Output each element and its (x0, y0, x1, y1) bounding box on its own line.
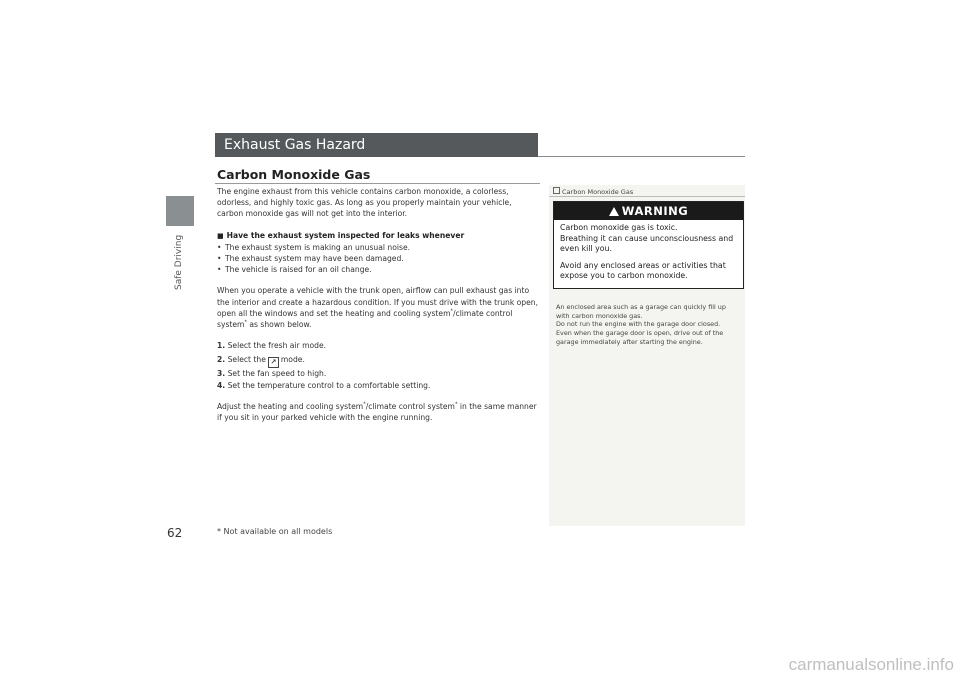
warning-header (554, 202, 743, 220)
body-text (217, 186, 539, 423)
reference-icon (553, 187, 560, 194)
intro-paragraph: The engine exhaust from this vehicle contains carbon monoxide, a colorless, odorless, and highly toxic gas. As long as you properly maintain your vehicle, carbon monoxide gas will not get into the interior. (217, 187, 512, 219)
list-item: • The vehicle is raised for an oil change. (217, 265, 372, 275)
asterisk-mark: * (454, 401, 458, 408)
side-tab (166, 196, 194, 226)
step-4: 4. Set the temperature control to a comfortable setting. (217, 380, 431, 390)
asterisk-mark: * (450, 308, 453, 315)
bullet-icon: • (217, 242, 222, 252)
warning-line: Carbon monoxide gas is toxic. (560, 223, 678, 232)
warning-body (554, 220, 743, 285)
section-title: Exhaust Gas Hazard (224, 137, 366, 153)
page-heading: Carbon Monoxide Gas (217, 167, 371, 182)
adjust-paragraph: Adjust the heating and cooling system*/climate control system* in the same manner if you sit in your parked vehicle with the engine running. (217, 401, 537, 423)
bullet-icon: • (217, 254, 222, 264)
panel-notes (556, 303, 740, 347)
warning-box (553, 201, 744, 289)
step-2: 2. Select the ↗ mode. (217, 355, 305, 367)
panel-note: Do not run the engine with the garage door closed. (556, 320, 721, 329)
step-3: 3. Set the fan speed to high. (217, 369, 327, 379)
side-chapter-label: Safe Driving (174, 234, 184, 290)
trunk-paragraph: When you operate a vehicle with the trunk open, airflow can pull exhaust gas into the interior and create a hazardous condition. If you must drive with the trunk open, open all the windows and set the heating and cooling system*/climate control system* as shown below. (217, 286, 539, 330)
step-1: 1. Select the fresh air mode. (217, 341, 327, 351)
footnote: * Not available on all models (217, 527, 333, 536)
section-rule (538, 156, 745, 157)
page-number: 62 (167, 526, 183, 540)
panel-note: An enclosed area such as a garage can quickly fill up with carbon monoxide gas. (556, 303, 726, 320)
list-item: • The exhaust system is making an unusual noise. (217, 242, 411, 252)
list-item: • The exhaust system may have been damaged. (217, 254, 404, 264)
warning-triangle-icon (609, 207, 619, 216)
warning-label: WARNING (621, 204, 689, 218)
warning-line: Breathing it can cause unconsciousness and even kill you. (560, 233, 734, 254)
section-title-band (215, 133, 538, 157)
bullet-icon: • (217, 265, 222, 275)
asterisk-mark: * (363, 401, 366, 408)
panel-reference: Carbon Monoxide Gas (553, 187, 633, 196)
watermark: carmanualsonline.info (788, 655, 954, 674)
heading-rule (215, 183, 540, 184)
warning-advice: Avoid any enclosed areas or activities that expose you to carbon monoxide. (560, 260, 726, 281)
fresh-air-mode-icon: ↗ (268, 357, 279, 368)
asterisk-mark: * (244, 319, 247, 326)
panel-rule (549, 196, 745, 197)
panel-note: Even when the garage door is open, drive out of the garage immediately after starting the engine. (556, 329, 724, 346)
section-marker: ■ (217, 231, 224, 240)
inspect-heading: ■ Have the exhaust system inspected for leaks whenever (217, 230, 465, 240)
